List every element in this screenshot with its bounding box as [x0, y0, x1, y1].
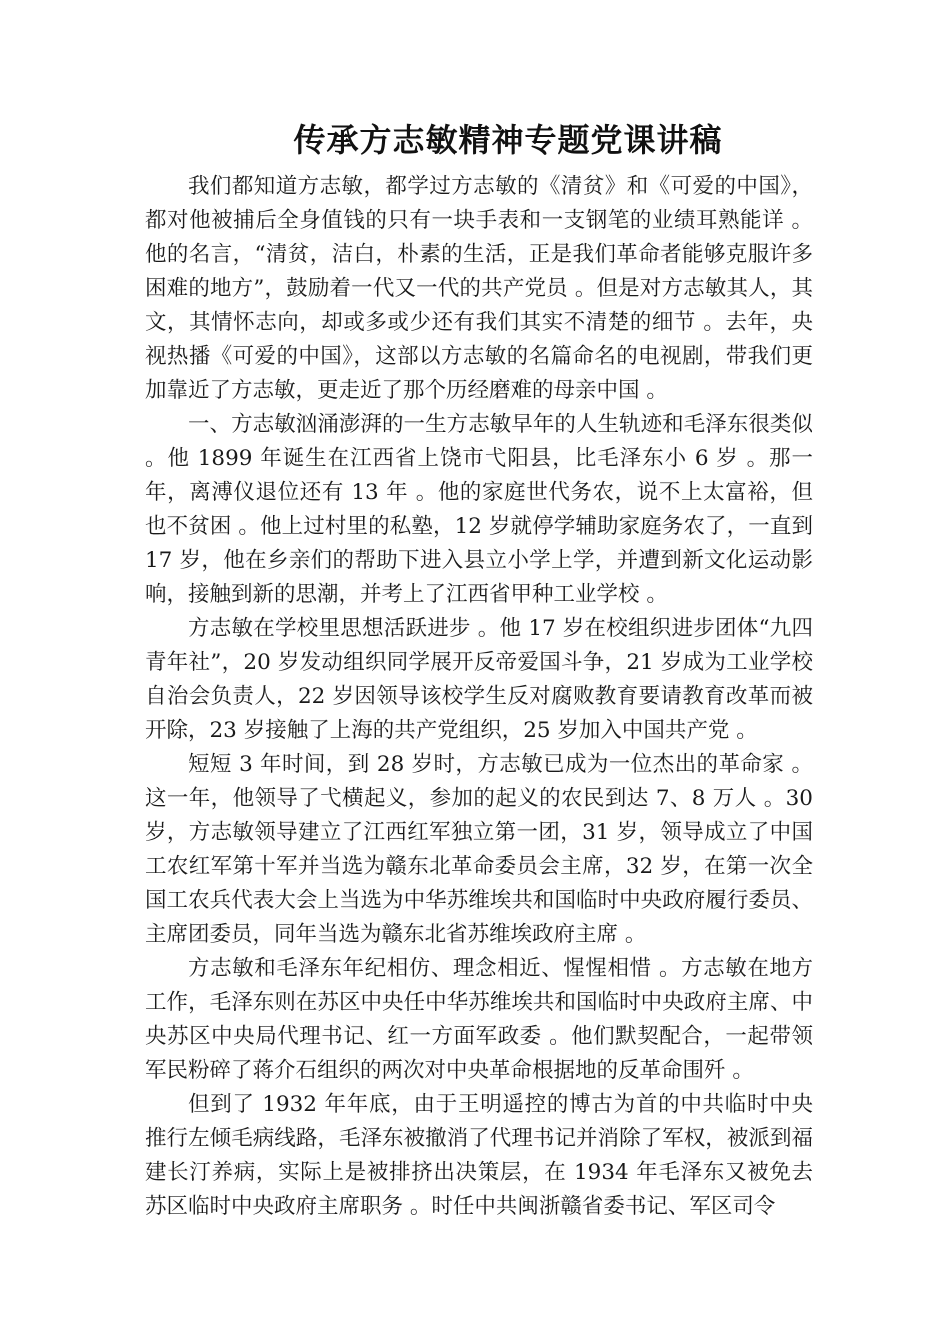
paragraph-intro: 我们都知道方志敏，都学过方志敏的《清贫》和《可爱的中国》，都对他被捕后全身值钱的只有一块手表和一支钢笔的业绩耳熟能详 。他的名言，“清贫，洁白，朴素的生活，正是我们革命者能够克服许多困难的地方”，鼓励着一代又一代的共产党员 。但是对方志敏其人，其文，其情怀志向，却或多或少还有我们其实不清楚的细节 。去年，央视热播《可爱的中国》，这部以方志敏的名篇命名的电视剧，带我们更加靠近了方志敏，更走近了那个历经磨难的母亲中国 。 [145, 174, 813, 403]
paragraph-early-life: 一、方志敏汹涌澎湃的一生方志敏早年的人生轨迹和毛泽东很类似 。他 1899 年诞生在江西省上饶市弋阳县，比毛泽东小 6 岁 。那一年，离溥仪退位还有 13 年 。他的家庭世代务农，说不上太富裕，但也不贫困 。他上过村里的私塾，12 岁就停学辅助家庭务农了，一直到 17 岁，他在乡亲们的帮助下进入县立小学上学，并遭到新文化运动影响，接触到新的思潮，并考上了江西省甲种工业学校 。 [145, 412, 813, 607]
document-title: 传承方志敏精神专题党课讲稿 [293, 121, 723, 159]
paragraph-1932: 但到了 1932 年年底，由于王明遥控的博古为首的中共临时中央推行左倾毛病线路，毛泽东被撤消了代理书记并消除了军权，被派到福建长汀养病，实际上是被排挤出决策层，在 1934 年毛泽东又被免去苏区临时中央政府主席职务 。时任中共闽浙赣省委书记、军区司令 [145, 1092, 813, 1219]
paragraph-school-years: 方志敏在学校里思想活跃进步 。他 17 岁在校组织进步团体“九四青年社”，20 岁发动组织同学展开反帝爱国斗争，21 岁成为工业学校自治会负责人，22 岁因领导该校学生反对腐败教育要请教育改革而被开除，23 岁接触了上海的共产党组织，25 岁加入中国共产党 。 [145, 616, 813, 743]
paragraph-revolutionary: 短短 3 年时间，到 28 岁时，方志敏已成为一位杰出的革命家 。这一年，他领导了弋横起义，参加的起义的农民到达 7、8 万人 。30 岁，方志敏领导建立了江西红军独立第一团，31 岁，领导成立了中国工农红军第十军并当选为赣东北革命委员会主席，32 岁，在第一次全国工农兵代表大会上当选为中华苏维埃共和国临时中央政府履行委员、主席团委员，同年当选为赣东北省苏维埃政府主席 。 [145, 752, 813, 947]
document-body [145, 170, 813, 1224]
paragraph-mao-cooperation: 方志敏和毛泽东年纪相仿、理念相近、惺惺相惜 。方志敏在地方工作，毛泽东则在苏区中央任中华苏维埃共和国临时中央政府主席、中央苏区中央局代理书记、红一方面军政委 。他们默契配合，一起带领军民粉碎了蒋介石组织的两次对中央革命根据地的反革命围歼 。 [145, 956, 813, 1083]
